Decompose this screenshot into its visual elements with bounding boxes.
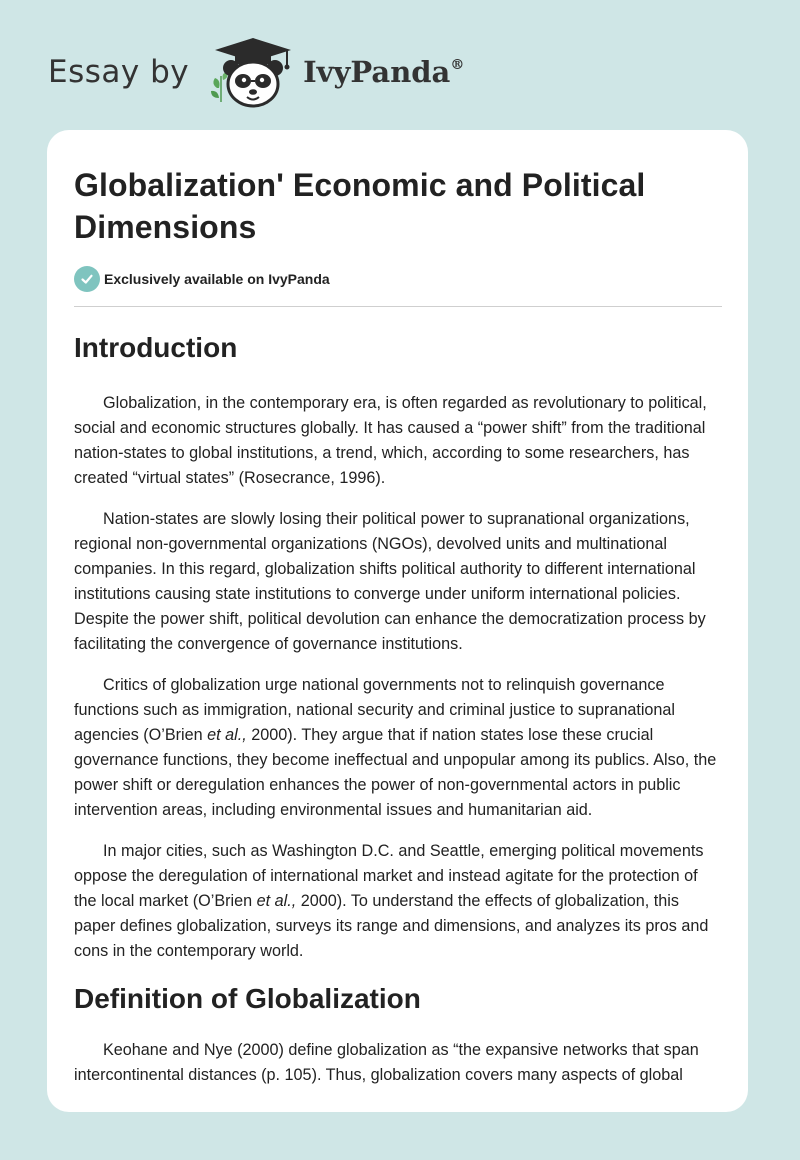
- panda-logo-icon[interactable]: [207, 36, 299, 108]
- section-heading-introduction: Introduction: [74, 332, 238, 363]
- article-title: Globalization' Economic and Political Dimensions: [74, 167, 646, 245]
- paragraph-text: Critics of globalization urge national governments not to relinquish governance functions such as immigration, national security and criminal justice to supranational agencies (O’Brien: [74, 676, 676, 744]
- paragraph: Nation-states are slowly losing their political power to supranational organizations, regional non-governmental organizations (NGOs), devolved units and multinational companies. In this regard, globalization shifts political authority to different international institutions causing state institutions to converge under uniform international policies. Despite the power shift, political devolution can enhance the democratization process by facilitating the convergence of governance institutions.: [74, 510, 706, 653]
- site-header: [48, 36, 464, 108]
- brand-text: IvyPanda: [303, 55, 451, 89]
- brand-name[interactable]: [303, 55, 464, 89]
- exclusive-badge-label: Exclusively available on IvyPanda: [104, 271, 330, 287]
- paragraph-emphasis: et al.,: [256, 892, 297, 910]
- paragraph: [74, 673, 722, 823]
- paragraph-text: In major cities, such as Washington D.C. and Seattle, emerging political movements oppose the deregulation of international market and instead agitate for the protection of the local market (O’Brien: [74, 842, 704, 910]
- paragraph: Globalization, in the contemporary era, is often regarded as revolutionary to political, social and economic structures globally. It has caused a “power shift” from the traditional nation-states to global institutions, a trend, which, according to some researchers, has created “virtual states” (Rosecrance, 1996).: [74, 394, 707, 487]
- essay-by-label: Essay by: [48, 54, 190, 90]
- paragraph-text: 2000). To understand the effects of globalization, this paper defines globalization, surveys its range and dimensions, and analyzes its pros and cons in the contemporary world.: [74, 892, 709, 960]
- exclusive-badge: [74, 266, 722, 292]
- paragraph: Keohane and Nye (2000) define globalization as “the expansive networks that span intercontinental distances (p. 105). Thus, globalization covers many aspects of global: [74, 1041, 699, 1084]
- checkmark-icon: [74, 266, 100, 292]
- registered-mark: ®: [450, 57, 465, 73]
- paragraph-text: 2000). They argue that if nation states lose these crucial governance functions, they become ineffectual and unpopular among its publics. Also, the power shift or deregulation enhances the power of non-governmental actors in public intervention areas, including environmental issues and humanitarian aid.: [74, 726, 717, 819]
- section-heading-definition: Definition of Globalization: [74, 983, 421, 1014]
- title-divider: [74, 306, 722, 307]
- paragraph: [74, 839, 722, 964]
- paragraph-emphasis: et al.,: [207, 726, 247, 744]
- article-card: [47, 130, 748, 1112]
